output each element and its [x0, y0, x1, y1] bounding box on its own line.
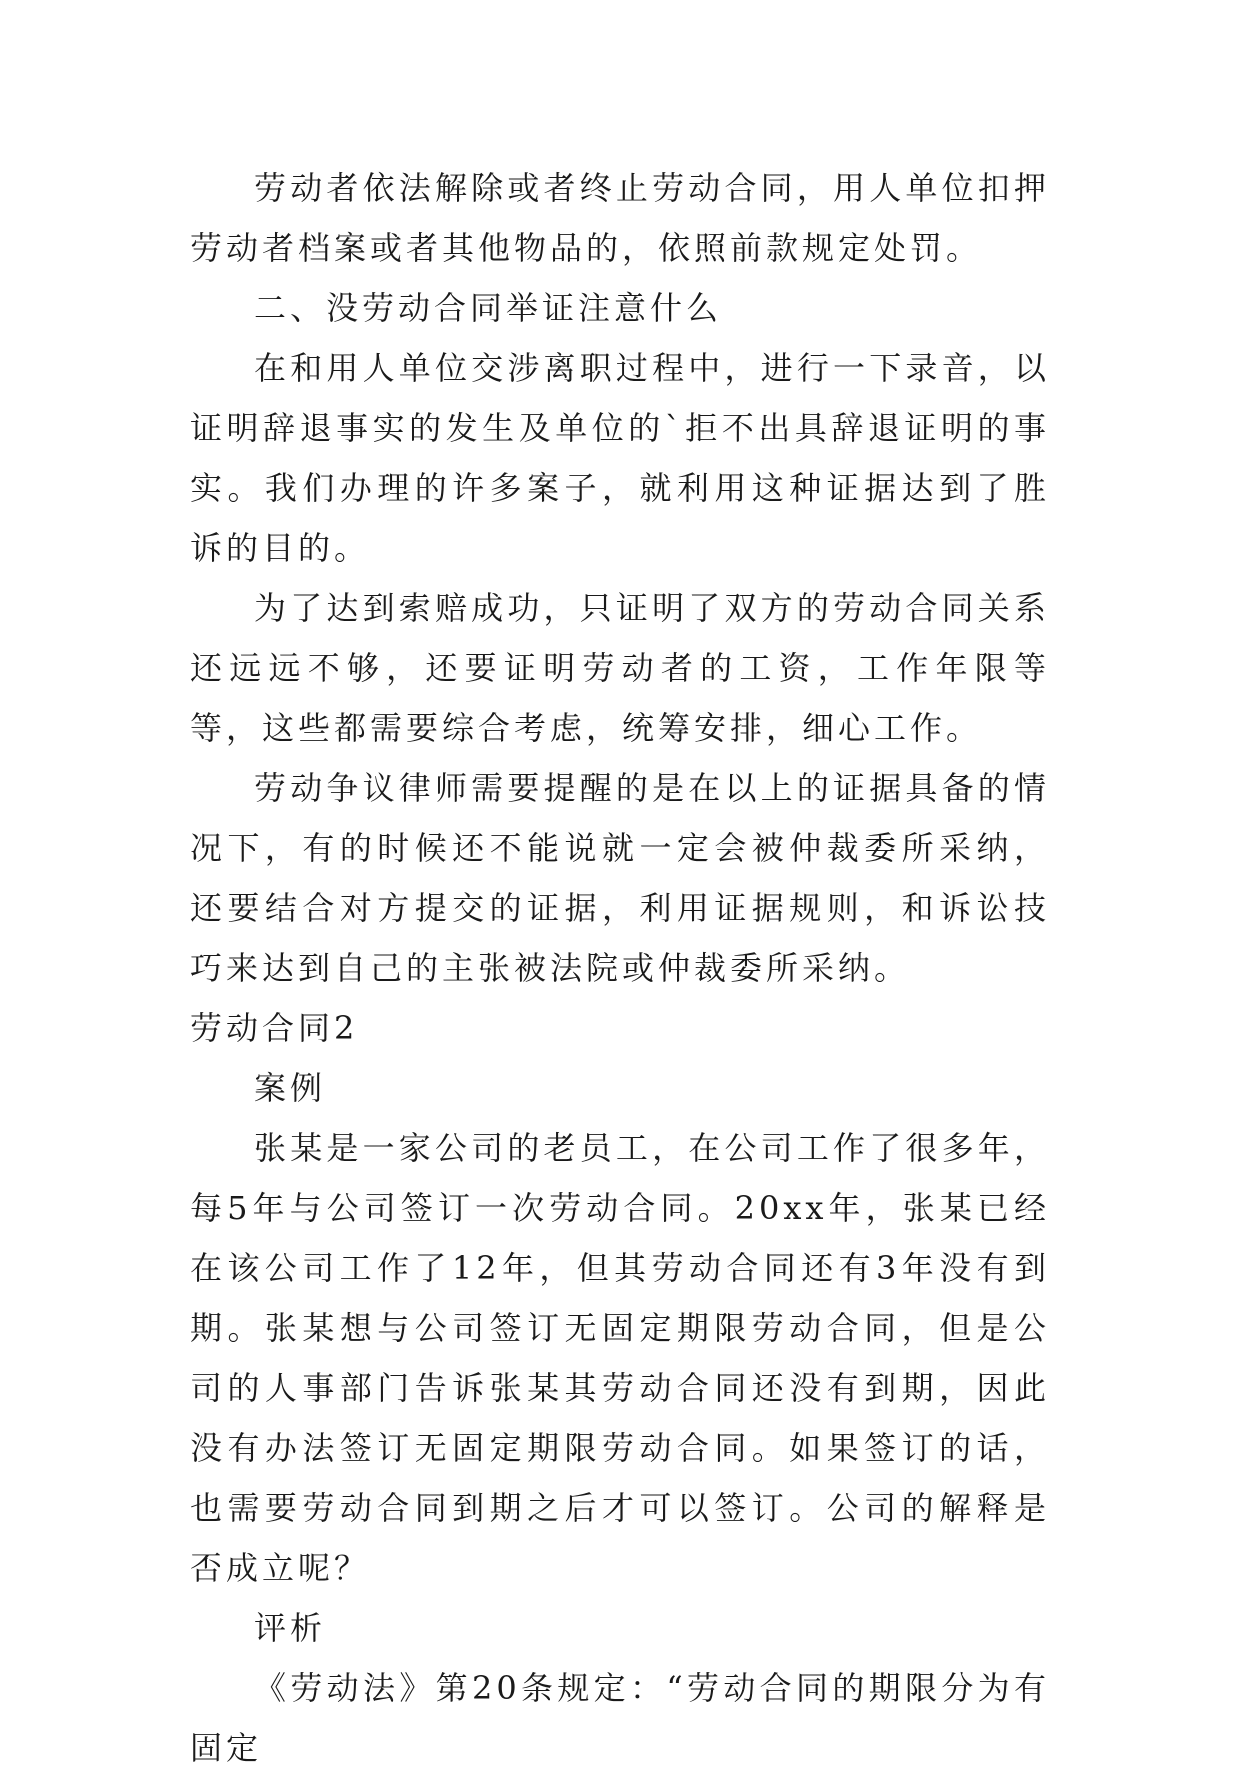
paragraph-penalty-clause: 劳动者依法解除或者终止劳动合同，用人单位扣押劳动者档案或者其他物品的，依照前款规定处罚。 [190, 169, 1050, 267]
document-body [190, 158, 1050, 1778]
case-label: 案例 [254, 1069, 327, 1107]
analysis-paragraph: 《劳动法》第20条规定：“劳动合同的期限分为有固定 [190, 1669, 1050, 1767]
case-paragraph: 张某是一家公司的老员工，在公司工作了很多年，每5年与公司签订一次劳动合同。20xx年，张某已经在该公司工作了12年，但其劳动合同还有3年没有到期。张某想与公司签订无固定期限劳动合同，但是公司的人事部门告诉张某其劳动合同还没有到期，因此没有办法签订无固定期限劳动合同。如果签订的话，也需要劳动合同到期之后才可以签订。公司的解释是否成立呢？ [190, 1129, 1050, 1587]
subheading-no-contract-evidence: 二、没劳动合同举证注意什么 [254, 289, 723, 327]
paragraph-lawyer-reminder: 劳动争议律师需要提醒的是在以上的证据具备的情况下，有的时候还不能说就一定会被仲裁委所采纳，还要结合对方提交的证据，利用证据规则，和诉讼技巧来达到自己的主张被法院或仲裁委所采纳。 [190, 769, 1050, 987]
paragraph-compensation-proof: 为了达到索赔成功，只证明了双方的劳动合同关系还远远不够，还要证明劳动者的工资，工作年限等等，这些都需要综合考虑，统筹安排，细心工作。 [190, 589, 1050, 747]
section-title: 劳动合同2 [190, 1009, 359, 1047]
paragraph-recording-evidence: 在和用人单位交涉离职过程中，进行一下录音，以证明辞退事实的发生及单位的`拒不出具辞退证明的事实。我们办理的许多案子，就利用这种证据达到了胜诉的目的。 [190, 349, 1050, 567]
analysis-label: 评析 [254, 1609, 327, 1647]
